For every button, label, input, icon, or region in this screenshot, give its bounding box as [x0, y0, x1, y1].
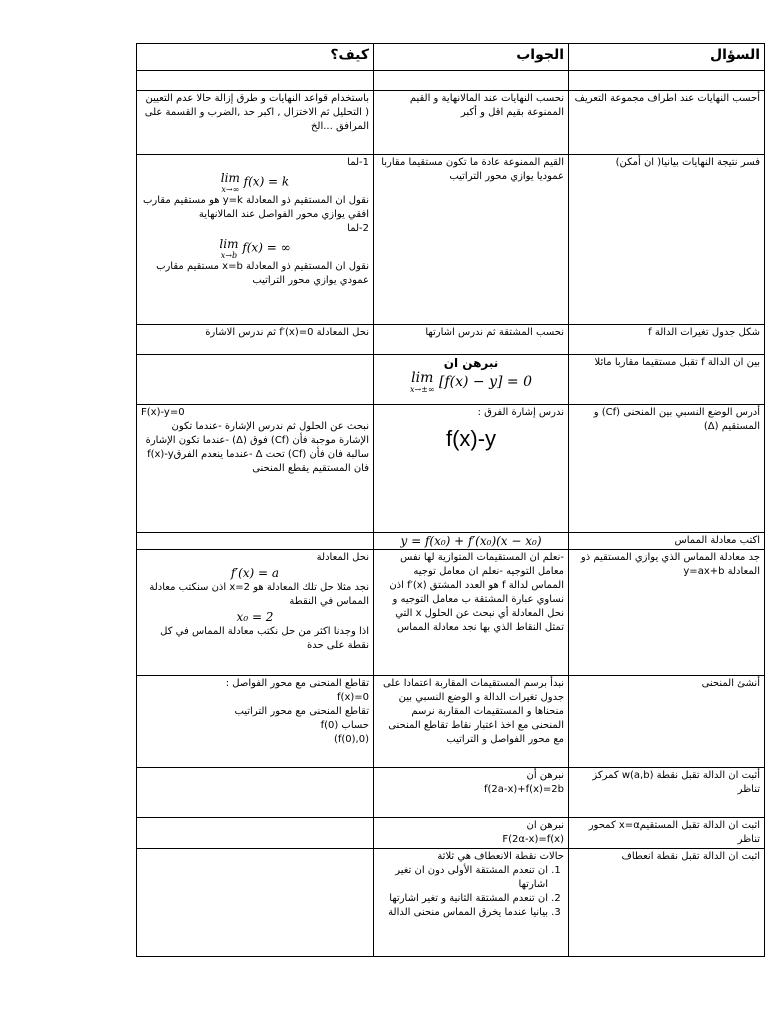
answer-cell: نبرهن ان lim x→±∞ [f(x) − y] = 0 — [374, 355, 569, 405]
limit-formula: lim x→∞ f(x) = k — [220, 171, 290, 194]
answer-cell: ندرس إشارة الفرق : f(x)-y — [374, 405, 569, 533]
answer-cell: نبدأ برسم المستقيمات المقاربة اعتمادا على جدول تغيرات الدالة و الوضع النسبي بين منحناها و المستقيمات المقاربة نرسم المنحنى مع اخذ اعتبار نقاط تقاطع المنحنى مع محور الفواصل و التراتيب — [374, 676, 569, 768]
list-item: 3. بيانيا عندما يخرق المماس منحنى الدالة — [378, 906, 548, 920]
answer-cell: -نعلم ان المستقيمات المتوازية لها نفس معامل التوجيه -نعلم ان معامل توجيه المماس لدالة f هو العدد المشتق f′(x) اذن نساوي عبارة المشتقة ب معامل التوجيه و نحل المعادلة أي نبحث عن الحلول x التي تمثل النقاط الذي بها نجد معادلة المماس — [374, 550, 569, 676]
table-row — [137, 155, 765, 325]
header-row — [137, 44, 765, 71]
math-table — [136, 43, 765, 957]
how-cell — [137, 155, 374, 325]
question-cell: اثبت ان الدالة تقبل المستقيمx=α كمحور تناظر — [569, 818, 765, 849]
limit-formula: lim x→b f(x) = ∞ — [219, 237, 291, 260]
answer-cell: نحسب المشتقة ثم ندرس اشارتها — [374, 325, 569, 355]
how-cell: نحل المعادلة f′(x) = a نجد مثلا حل تلك المعادلة هو x=2 اذن سنكتب معادلة المماس في النقطة x₀ = 2 اذا وجدنا اكثر من حل نكتب معادلة المماس في كل نقطة على حدة — [137, 550, 374, 676]
how-cell: باستخدام قواعد النهايات و طرق إزالة حالا عدم التعيين ( التحليل ثم الاختزال , اكبر حد ,الضرب و القسمة على المرافق ...الخ — [137, 91, 374, 155]
how-cell: تقاطع المنحنى مع محور الفواصل : f(x)=0 تقاطع المنحنى مع محور التراتيب حساب f(0) (0,f(0)) — [137, 676, 374, 768]
how-cell — [137, 355, 374, 405]
case-text: نقول ان المستقيم ذو المعادلة y=k هو مستقيم مقارب افقي يوازي محور الفواصل عند المالانهاية — [143, 195, 369, 220]
header-how: كيف؟ — [137, 44, 374, 71]
table-row — [137, 768, 765, 818]
table-row — [137, 91, 765, 155]
answer-cell: نبرهن ان F(2α-x)=f(x) — [374, 818, 569, 849]
table-row — [137, 550, 765, 676]
answer-cell: نبرهن أن f(2a-x)+f(x)=2b — [374, 768, 569, 818]
question-cell: جد معادلة المماس الذي يوازي المستقيم ذو المعادلة y=ax+b — [569, 550, 765, 676]
list-item: 1. ان تنعدم المشتقة الأولى دون ان تغير اشارتها — [378, 864, 548, 892]
answer-cell: حالات نقطة الانعطاف هي ثلاثة 1. ان تنعدم المشتقة الأولى دون ان تغير اشارتها 2. ان تنعدم المشتقة الثانية و تغير اشارتها 3. بيانيا عندما يخرق المماس منحنى الدالة — [374, 849, 569, 957]
question-cell: فسر نتيجة النهايات بيانيا( ان أمكن) — [569, 155, 765, 325]
how-cell — [137, 818, 374, 849]
answer-cell: نحسب النهايات عند المالانهاية و القيم الممنوعة بقيم اقل و أكبر — [374, 91, 569, 155]
question-cell: أحسب النهايات عند اطراف مجموعة التعريف — [569, 91, 765, 155]
table-row — [137, 405, 765, 533]
header-answer: الجواب — [374, 44, 569, 71]
table-row — [137, 355, 765, 405]
how-cell — [137, 768, 374, 818]
question-cell: أنشئ المنحنى — [569, 676, 765, 768]
table-row — [137, 533, 765, 550]
limit-formula: lim x→±∞ [f(x) − y] = 0 — [409, 370, 533, 394]
spacer-row — [137, 71, 765, 91]
case-label: 2-لما — [347, 223, 369, 234]
answer-cell: القيم الممنوعة عادة ما تكون مستقيما مقاربا عموديا يوازي محور التراتيب — [374, 155, 569, 325]
how-cell — [137, 849, 374, 957]
how-cell: نحل المعادلة f′(x)=0 ثم ندرس الاشارة — [137, 325, 374, 355]
question-cell: شكل جدول تغيرات الدالة f — [569, 325, 765, 355]
question-cell: اثبت ان الدالة تقبل نقطة انعطاف — [569, 849, 765, 957]
difference-formula: f(x)-y — [445, 426, 497, 451]
question-cell: اكتب معادلة المماس — [569, 533, 765, 550]
how-cell — [137, 533, 374, 550]
how-cell: F(x)-y=0 نبحث عن الحلول ثم ندرس الإشارة -عندما تكون الإشارة موجبة فأن (Cf) فوق (Δ) -عندما تكون الإشارة سالبة فان فأن (Cf) تحت Δ -عندما ينعدم الفرقf(x)-y فان المستقيم يقطع المنحنى — [137, 405, 374, 533]
table-row — [137, 849, 765, 957]
question-cell: أدرس الوضع النسبي بين المنحنى (Cf) و المستقيم (Δ) — [569, 405, 765, 533]
case-text: نقول ان المستقيم ذو المعادلة x=b مستقيم مقارب عمودي يوازي محور التراتيب — [156, 261, 369, 286]
question-cell: بين ان الدالة f تقبل مستقيما مقاربا مائلا — [569, 355, 765, 405]
table-row — [137, 325, 765, 355]
table-row — [137, 676, 765, 768]
question-cell: أثبت ان الدالة تقبل نقطة w(a,b) كمركز تناظر — [569, 768, 765, 818]
answer-cell: y = f(x₀) + f′(x₀)(x − x₀) — [374, 533, 569, 550]
list-item: 2. ان تنعدم المشتقة الثانية و تغير اشارتها — [378, 892, 548, 906]
case-label: 1-لما — [347, 157, 369, 168]
table-row — [137, 818, 765, 849]
header-question: السؤال — [569, 44, 765, 71]
